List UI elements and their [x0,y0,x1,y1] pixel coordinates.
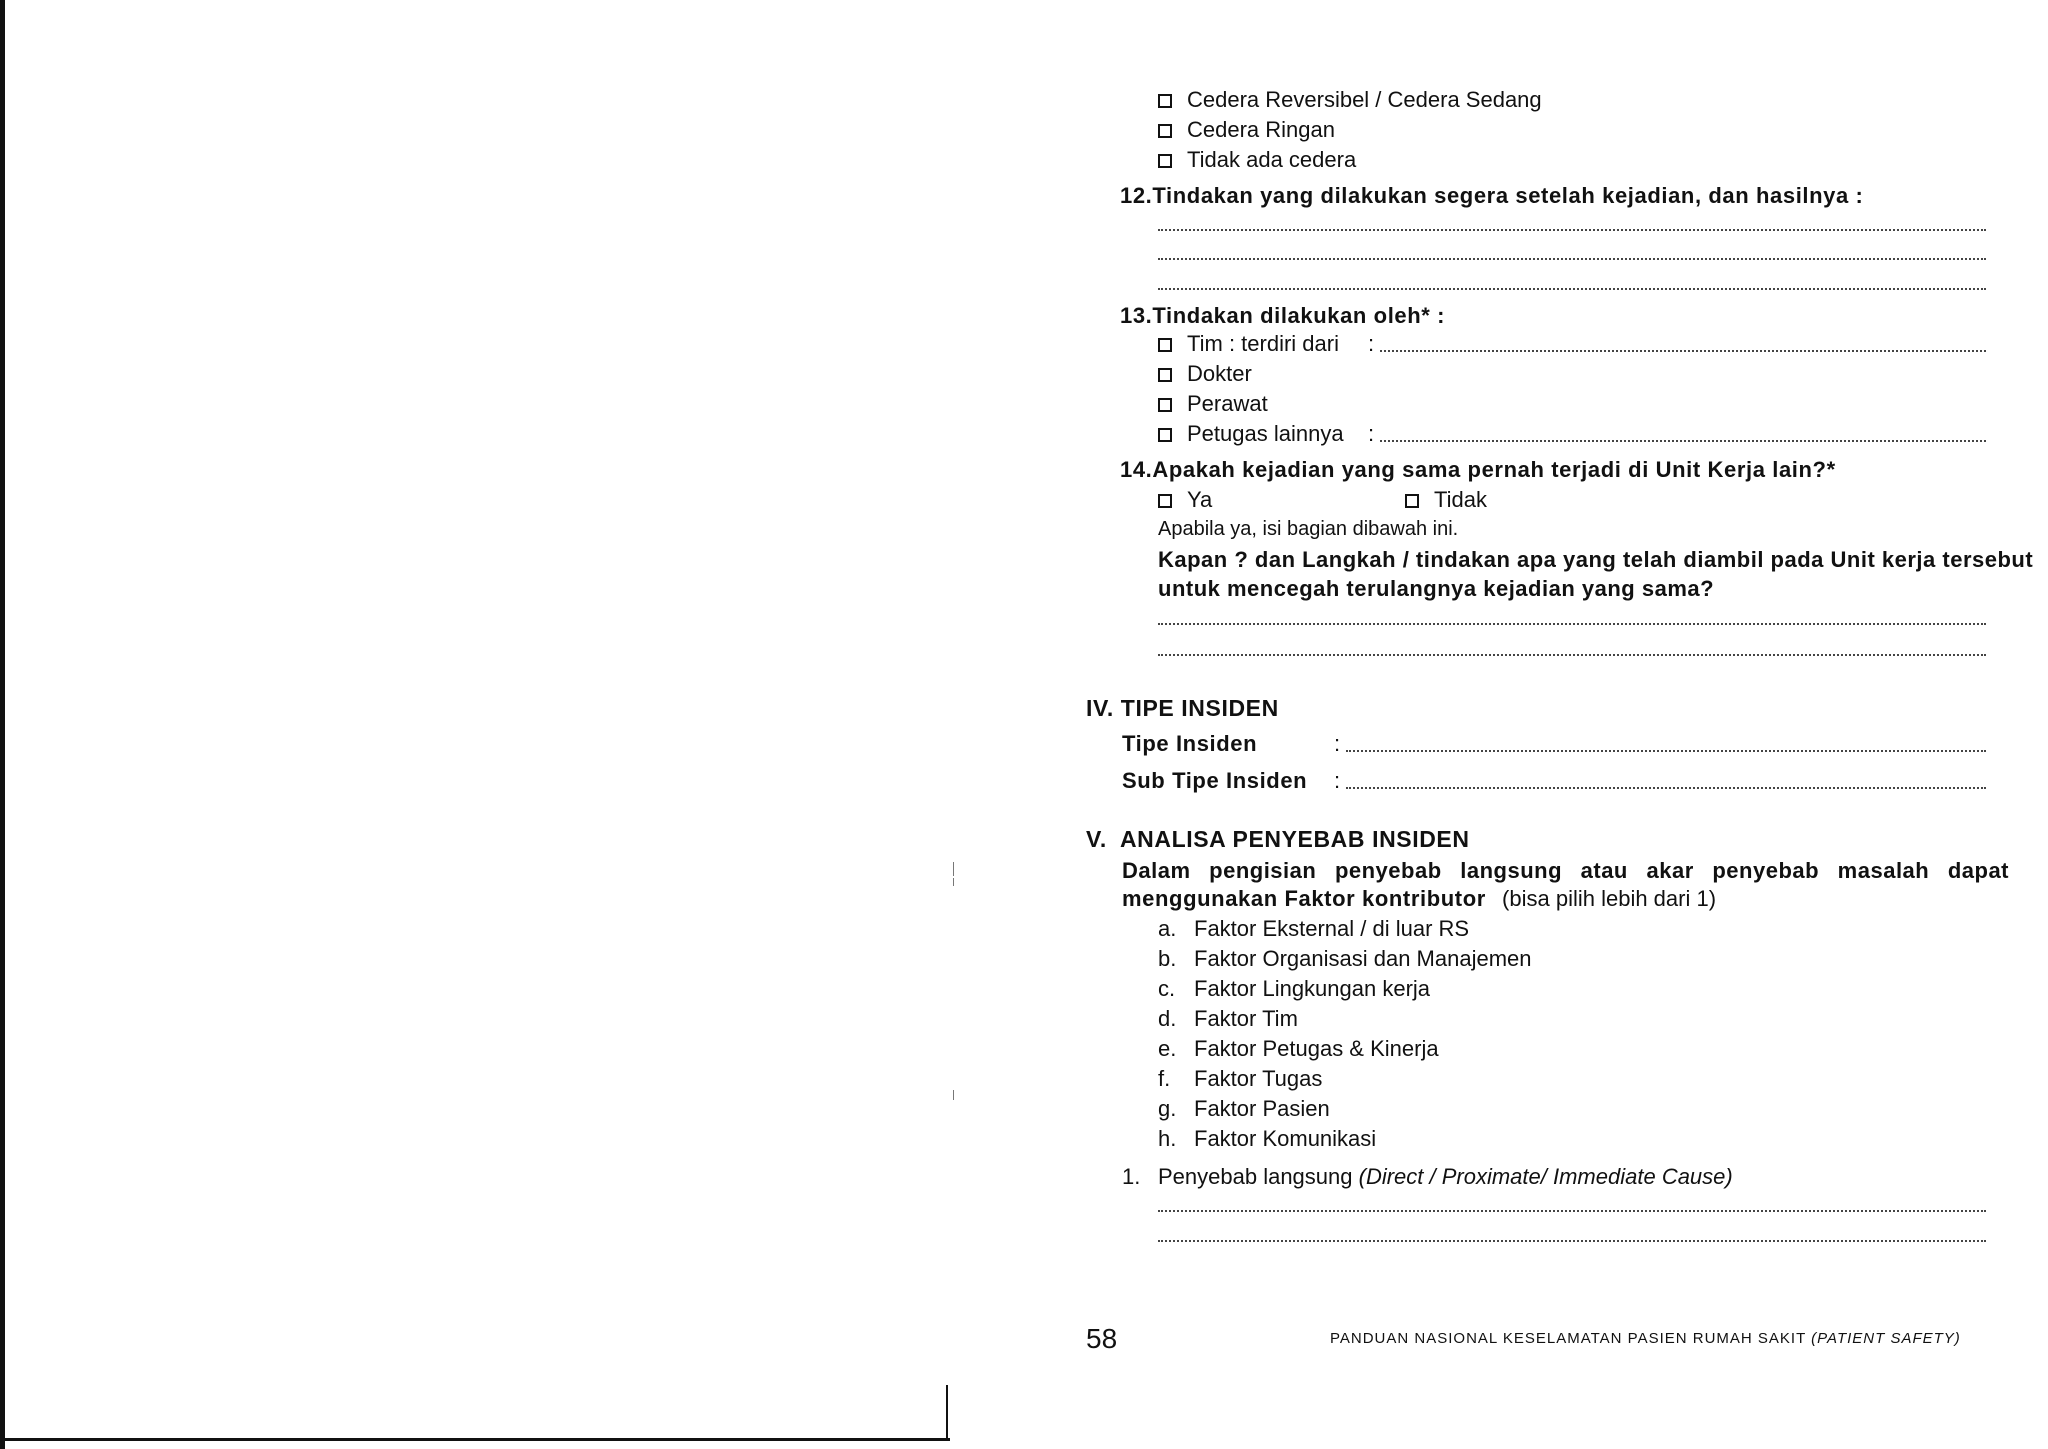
cause-text: Penyebab langsung [1158,1164,1353,1189]
checkbox-option[interactable] [1158,86,1542,114]
section-v-title: V. ANALISA PENYEBAB INSIDEN [1086,826,1470,852]
answer-line[interactable] [1158,229,1986,231]
factor-item [1158,945,1532,973]
factor-text: Faktor Organisasi dan Manajemen [1194,946,1532,971]
answer-line[interactable] [1158,654,1986,656]
question-14-label: 14.Apakah kejadian yang sama pernah terjadi di Unit Kerja lain?* [1120,457,1836,482]
colon: : [1334,768,1341,793]
field-label: Tipe Insiden [1122,731,1258,756]
question-13-label: 13.Tindakan dilakukan oleh* : [1120,303,1446,328]
factor-letter: g. [1158,1096,1177,1121]
checkbox-icon[interactable] [1158,494,1172,508]
option-label: Tidak [1434,487,1487,512]
factor-item [1158,1095,1330,1123]
footer-title: PANDUAN NASIONAL KESELAMATAN PASIEN RUMAH SAKIT [1330,1330,1806,1347]
factor-item [1158,1065,1322,1093]
section-v-intro-cont [1122,885,1716,913]
checkbox-icon[interactable] [1158,428,1172,442]
checkbox-option-yes[interactable] [1158,486,1212,514]
factor-text: Faktor Petugas & Kinerja [1194,1036,1439,1061]
scan-speck [953,878,954,886]
checkbox-icon[interactable] [1158,94,1172,108]
option-label: Petugas lainnya [1187,421,1344,446]
scan-bottom-edge [0,1438,950,1441]
factor-item [1158,1125,1376,1153]
option-label: Tim : terdiri dari [1187,331,1339,356]
footer-italic: (PATIENT SAFETY) [1811,1330,1961,1347]
checkbox-icon[interactable] [1158,398,1172,412]
factor-text: Faktor Lingkungan kerja [1194,976,1431,1001]
option-label: Perawat [1187,391,1268,416]
checkbox-option-no[interactable] [1405,486,1487,514]
answer-line[interactable] [1346,750,1986,752]
cause-italic: (Direct / Proximate/ Immediate Cause) [1358,1164,1733,1189]
factor-item [1158,1035,1439,1063]
factor-text: Faktor Komunikasi [1194,1126,1377,1151]
factor-letter: e. [1158,1036,1177,1061]
checkbox-icon[interactable] [1405,494,1419,508]
answer-line[interactable] [1158,1210,1986,1212]
checkbox-option[interactable] [1158,360,1252,388]
scan-fold-line [946,1385,948,1441]
followup-question: Kapan ? dan Langkah / tindakan apa yang telah diambil pada Unit kerja tersebut [1158,547,2034,572]
answer-line[interactable] [1158,623,1986,625]
direct-cause-label [1122,1163,1733,1191]
colon: : [1368,421,1375,446]
section-v-intro-bold: menggunakan Faktor kontributor [1122,886,1486,911]
answer-line[interactable] [1380,350,1986,352]
page-number: 58 [1086,1323,1118,1354]
answer-line[interactable] [1158,1240,1986,1242]
instruction-note: Apabila ya, isi bagian dibawah ini. [1158,518,1459,540]
option-label: Cedera Ringan [1187,117,1335,142]
scan-left-edge [0,0,5,1449]
section-v-intro: Dalam pengisian penyebab langsung atau akar penyebab masalah dapat [1122,858,2010,883]
checkbox-icon[interactable] [1158,338,1172,352]
checkbox-icon[interactable] [1158,368,1172,382]
factor-item [1158,975,1430,1003]
factor-item [1158,1005,1298,1033]
checkbox-option[interactable] [1158,146,1356,174]
factor-text: Faktor Tim [1194,1006,1298,1031]
checkbox-option[interactable] [1158,420,1344,448]
checkbox-option[interactable] [1158,330,1339,358]
answer-line[interactable] [1346,787,1986,789]
field-label: Sub Tipe Insiden [1122,768,1308,793]
checkbox-option[interactable] [1158,390,1268,418]
factor-text: Faktor Tugas [1194,1066,1323,1091]
checkbox-icon[interactable] [1158,124,1172,138]
factor-letter: a. [1158,916,1177,941]
factor-letter: h. [1158,1126,1177,1151]
answer-line[interactable] [1158,258,1986,260]
factor-letter: f. [1158,1066,1171,1091]
checkbox-icon[interactable] [1158,154,1172,168]
section-iv-title: IV. TIPE INSIDEN [1086,695,1279,721]
option-label: Tidak ada cedera [1187,147,1357,172]
colon: : [1334,731,1341,756]
footer-text [1330,1330,1961,1347]
option-label: Ya [1187,487,1213,512]
question-12-label: 12.Tindakan yang dilakukan segera setelah kejadian, dan hasilnya : [1120,183,1864,208]
factor-text: Faktor Eksternal / di luar RS [1194,916,1470,941]
scan-speck [953,862,954,876]
section-v-intro-note: (bisa pilih lebih dari 1) [1502,886,1717,911]
factor-letter: c. [1158,976,1176,1001]
factor-item [1158,915,1469,943]
checkbox-option[interactable] [1158,116,1335,144]
option-label: Dokter [1187,361,1252,386]
cause-number: 1. [1122,1164,1141,1189]
followup-question: untuk mencegah terulangnya kejadian yang sama? [1158,576,1715,601]
option-label: Cedera Reversibel / Cedera Sedang [1187,87,1542,112]
answer-line[interactable] [1380,440,1986,442]
factor-text: Faktor Pasien [1194,1096,1330,1121]
factor-letter: b. [1158,946,1177,971]
scan-speck [953,1090,954,1100]
colon: : [1368,331,1375,356]
factor-letter: d. [1158,1006,1177,1031]
answer-line[interactable] [1158,288,1986,290]
